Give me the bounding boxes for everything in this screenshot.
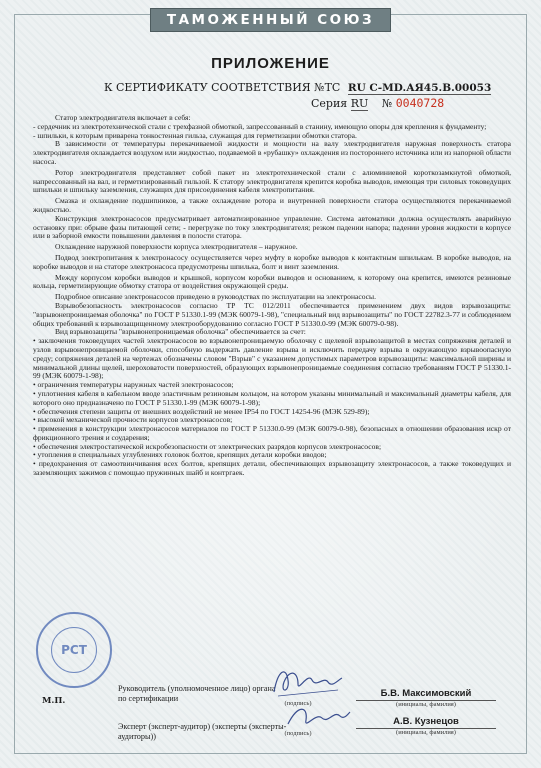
customs-union-banner: ТАМОЖЕННЫЙ СОЮЗ	[150, 8, 391, 32]
bullet-item: • уплотнения кабеля в кабельном вводе эластичным резиновым кольцом, на котором указаны минимальный и максимальный диаметры кабеля, для которого оно предназначено по ГОСТ Р 51330.1-99 (МЭК 60079-1-98);	[33, 388, 511, 407]
head-name: Б.В. Максимовский	[380, 688, 472, 699]
number-sign: №	[381, 97, 393, 110]
paragraph: В зависимости от температуры перекачиваемой жидкости и мощности на валу электродвигателя наружная поверхность статора электродвигателя охлаждается воздухом или жидкостью, подаваемой в «рубашку» охлаждения из постороннего источника или из напорной области насоса.	[33, 139, 511, 166]
document-body	[33, 114, 511, 478]
expert-signature	[284, 700, 354, 732]
bullet-item: • обеспечения степени защиты от внешних воздействий не менее IP54 по ГОСТ 14254-96 (МЭК 529-89);	[33, 406, 370, 416]
series-label: Серия	[311, 97, 348, 110]
paragraph: Между корпусом коробки выводов и крышкой, корпусом коробки выводов и основанием, к которому она крепится, имеются резиновые кольца, герметизирующие обмотку статора от воздействия окружающей среды.	[33, 272, 511, 291]
paragraph: - сердечник из электротехнической стали с трехфазной обмоткой, запрессованный в станину, имеющую опоры для крепления к фундаменту;	[33, 121, 487, 131]
certification-stamp	[36, 612, 112, 688]
paragraph: Подробное описание электронасосов приведено в руководствах по эксплуатации на электронасосы.	[55, 292, 376, 302]
certificate-reference	[104, 81, 491, 95]
certificate-label: К СЕРТИФИКАТУ СООТВЕТСТВИЯ №ТС	[104, 81, 341, 94]
bullet-item: • обеспечения электростатической искробезопасности от электрических разрядов корпусов электронасосов;	[33, 441, 382, 451]
banner-wrap	[0, 8, 541, 32]
certificate-number: RU C-MD.АЯ45.В.00053	[347, 82, 492, 94]
paragraph: - шпильки, к которым приварена тонкостенная гильза, служащая для герметизации обмотки статора.	[33, 130, 357, 140]
paragraph: Конструкция электронасосов предусматривает автоматизированное управление. Система автоматики должна осуществлять аварийную остановку при: обрыве фазы питающей сети; - перегрузке по току электродвигателя; резком падении напора; падении уровня жидкости в корпусе или в заборной емкости повышении давления в полости статора.	[33, 213, 511, 241]
paragraph: Охлаждение наружной поверхности корпуса электродвигателя – наружное.	[55, 242, 298, 252]
bullet-item: • предохранения от самоотвинчивания всех болтов, крепящих детали, обеспечивающих взрывозащиту электронасосов, а также токоведущих и заземляющих зажимов с помощью пружинных шайб и контргаек.	[33, 459, 511, 478]
bullet-item: • ограничения температуры наружных частей электронасосов;	[33, 380, 234, 390]
head-name-block	[356, 688, 496, 708]
paragraph: Статор электродвигателя включает в себя:	[55, 113, 191, 122]
series-value: RU	[350, 97, 369, 110]
paragraph: Взрывобезопасность электронасосов согласно ТР ТС 012/2011 обеспечивается применением двух видов взрывозащиты: "взрывонепроницаемая оболочка" по ГОСТ Р 51330.1-99 (МЭК 60079-1-98), "специальный вид взрывозащиты" по ГОСТ 22782.3-77 и соблюдением общих требований к взрывозащищенному электрооборудованию согласно ГОСТ Р 51330.0-99 (МЭК 60079-0-98).	[33, 300, 511, 328]
head-role: Руководитель (уполномоченное лицо) органа по сертификации	[118, 684, 276, 703]
head-signature	[268, 662, 348, 700]
head-name-sub: (инициалы, фамилия)	[356, 700, 496, 708]
stamp-mark: РСТ	[61, 643, 87, 657]
expert-name-sub: (инициалы, фамилия)	[356, 728, 496, 736]
bullet-item: • заключения токоведущих частей электронасосов во взрывонепроницаемую оболочку с щелевой взрывозащитой в местах сопряжения деталей и узлов взрывонепроницаемой оболочки, способную выдержать давление взрыва и исключить передачу взрыва в окружающую взрывоопасную среду; сопряжения деталей на чертежах обозначены словом "Взрыв" с указанием допустимых параметров взрывозащиты: максимальной ширины и минимальной длины щелей, шероховатости поверхностей, образующих взрывонепроницаемые соединения согласно требованиям ГОСТ Р 51330.1-99 (МЭК 60079-1-98);	[33, 336, 511, 381]
expert-role-block	[118, 722, 288, 741]
series-line	[311, 96, 444, 111]
expert-role: Эксперт (эксперт-аудитор) (эксперты (эксперты-аудиторы))	[118, 722, 287, 741]
blank-number: 0040728	[395, 96, 445, 110]
paragraph: Ротор электродвигателя представляет собой пакет из электротехнической стали с алюминиевой короткозамкнутой обмоткой, напрессованный на вал, и герметизированный гильзой. К статору электродвигателя крепится коробка выводов, имеющая три силовых токоведущих шпильки и шпильку заземления, служащих для присоединения кабеля электропитания.	[33, 167, 511, 195]
expert-signature-sub: (подпись)	[284, 730, 312, 737]
seal-place-label: М.П.	[42, 696, 66, 706]
paragraph: Вид взрывозащиты "взрывонепроницаемая оболочка" обеспечивается за счет:	[55, 327, 306, 337]
paragraph: Смазка и охлаждение подшипников, а также охлаждение ротора и внутренней поверхности статора осуществляются перекачиваемой жидкостью.	[33, 196, 511, 214]
expert-name-block	[356, 716, 496, 736]
bullet-item: • применения в конструкции электронасосов материалов по ГОСТ Р 51330.0-99 (МЭК 60079-0-98), безопасных в отношении образования искр от фрикционного трения и соударения;	[33, 424, 511, 442]
head-role-block	[118, 684, 278, 703]
head-signature-sub: (подпись)	[284, 700, 312, 707]
paragraph: Подвод электропитания к электронасосу осуществляется через муфту в коробке выводов к контактным шпилькам. В коробке выводов, на коробке выводов и на статоре электронасоса предусмотрены шпилька, болт и винт заземления.	[33, 252, 511, 271]
page-title: ПРИЛОЖЕНИЕ	[211, 55, 330, 72]
bullet-item: • высокой механической прочности корпусов электронасосов;	[33, 415, 233, 425]
expert-name: А.В. Кузнецов	[393, 716, 459, 727]
bullet-item: • утопления в специальных углублениях головок болтов, крепящих детали коробки вводов;	[33, 450, 327, 460]
